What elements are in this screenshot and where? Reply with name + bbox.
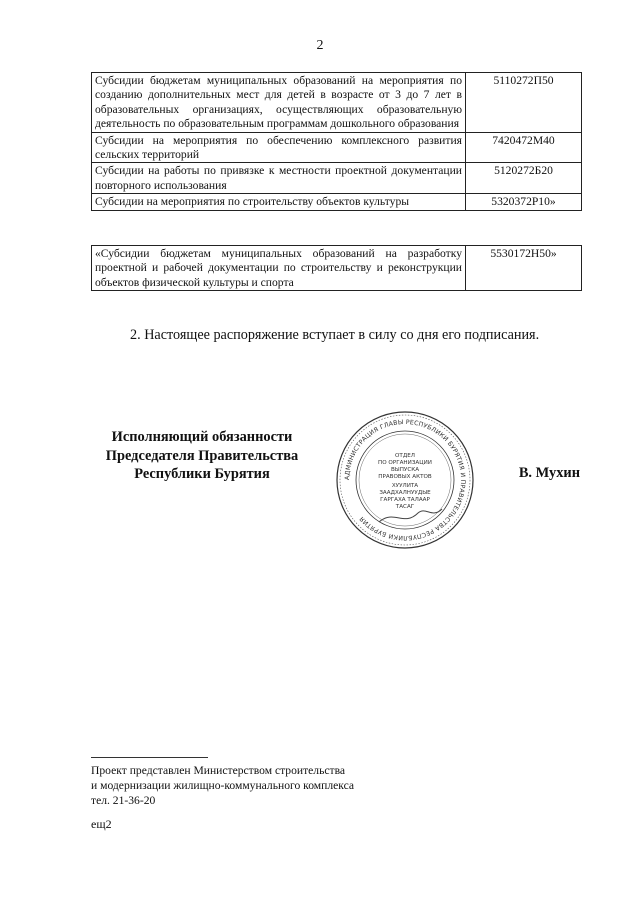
footnote-line: Проект представлен Министерством строительства — [91, 764, 346, 777]
signer-title-line: Республики Бурятия — [134, 466, 270, 483]
subsidy-description: Субсидии на работы по привязке к местности проектной документации повторного использования — [92, 163, 466, 194]
subsidy-description: Субсидии на мероприятия по обеспечению комплексного развития сельских территорий — [92, 132, 466, 163]
seal-inner-line: ХУУЛИТА — [391, 483, 419, 489]
subsidy-code: 5320372Р10» — [466, 194, 582, 210]
subsidy-description: «Субсидии бюджетам муниципальных образований на разработку проектной и рабочей документации по строительству и реконструкции объектов физической культуры и спорта — [92, 246, 466, 291]
table-row — [92, 194, 582, 210]
table-row — [92, 132, 582, 163]
seal-inner-line: ГАРГАХА ТАЛААР — [380, 497, 430, 503]
subsidy-description: Субсидии бюджетам муниципальных образований на мероприятия по созданию дополнительных мест для детей в возрасте от 3 до 7 лет в образовательных организациях, осуществляющих образовательную деятельность по образовательным программам дошкольного образования — [92, 73, 466, 133]
footnote-line: и модернизации жилищно-коммунального комплекса — [91, 779, 355, 792]
seal-inner-line: ПРАВОВЫХ АКТОВ — [378, 474, 432, 480]
page-number: 2 — [316, 38, 324, 53]
table-row — [92, 163, 582, 194]
signer-title-line: Председателя Правительства — [105, 447, 299, 464]
signer-title-line: Исполняющий обязанности — [111, 429, 293, 445]
table-row — [92, 73, 582, 133]
subsidy-code: 7420472М40 — [466, 132, 582, 163]
table-row — [92, 246, 582, 291]
official-seal — [334, 409, 476, 551]
subsidy-code: 5110272П50 — [466, 73, 582, 133]
subsidy-code: 5120272Б20 — [466, 163, 582, 194]
subsidy-table-new — [91, 245, 582, 291]
subsidy-table — [91, 72, 582, 211]
signer-name: В. Мухин — [518, 465, 580, 481]
seal-inner-line: ТАСАГ — [395, 504, 415, 510]
footnote-line: тел. 21-36-20 — [91, 794, 156, 807]
clause-effective-date: 2. Настоящее распоряжение вступает в силу со дня его подписания. — [130, 327, 540, 343]
signer-title — [62, 428, 342, 484]
executor-code: ещ2 — [91, 817, 112, 831]
seal-inner-line: ВЫПУСКА — [390, 467, 420, 473]
subsidy-code: 5530172Н50» — [466, 246, 582, 291]
seal-outer-text: АДМИНИСТРАЦИЯ ГЛАВЫ РЕСПУБЛИКИ БУРЯТИЯ И ПРАВИТЕЛЬСТВА РЕСПУБЛИКИ БУРЯТИЯ — [343, 418, 467, 542]
seal-inner-line: ЗААДХАЛНУУДЫЕ — [379, 490, 431, 496]
footnote-divider — [91, 757, 208, 758]
subsidy-description: Субсидии на мероприятия по строительству объектов культуры — [92, 194, 466, 210]
seal-inner-line: ОТДЕЛ — [395, 453, 415, 459]
seal-inner-line: ПО ОРГАНИЗАЦИИ — [378, 460, 432, 466]
footnote — [91, 763, 451, 808]
